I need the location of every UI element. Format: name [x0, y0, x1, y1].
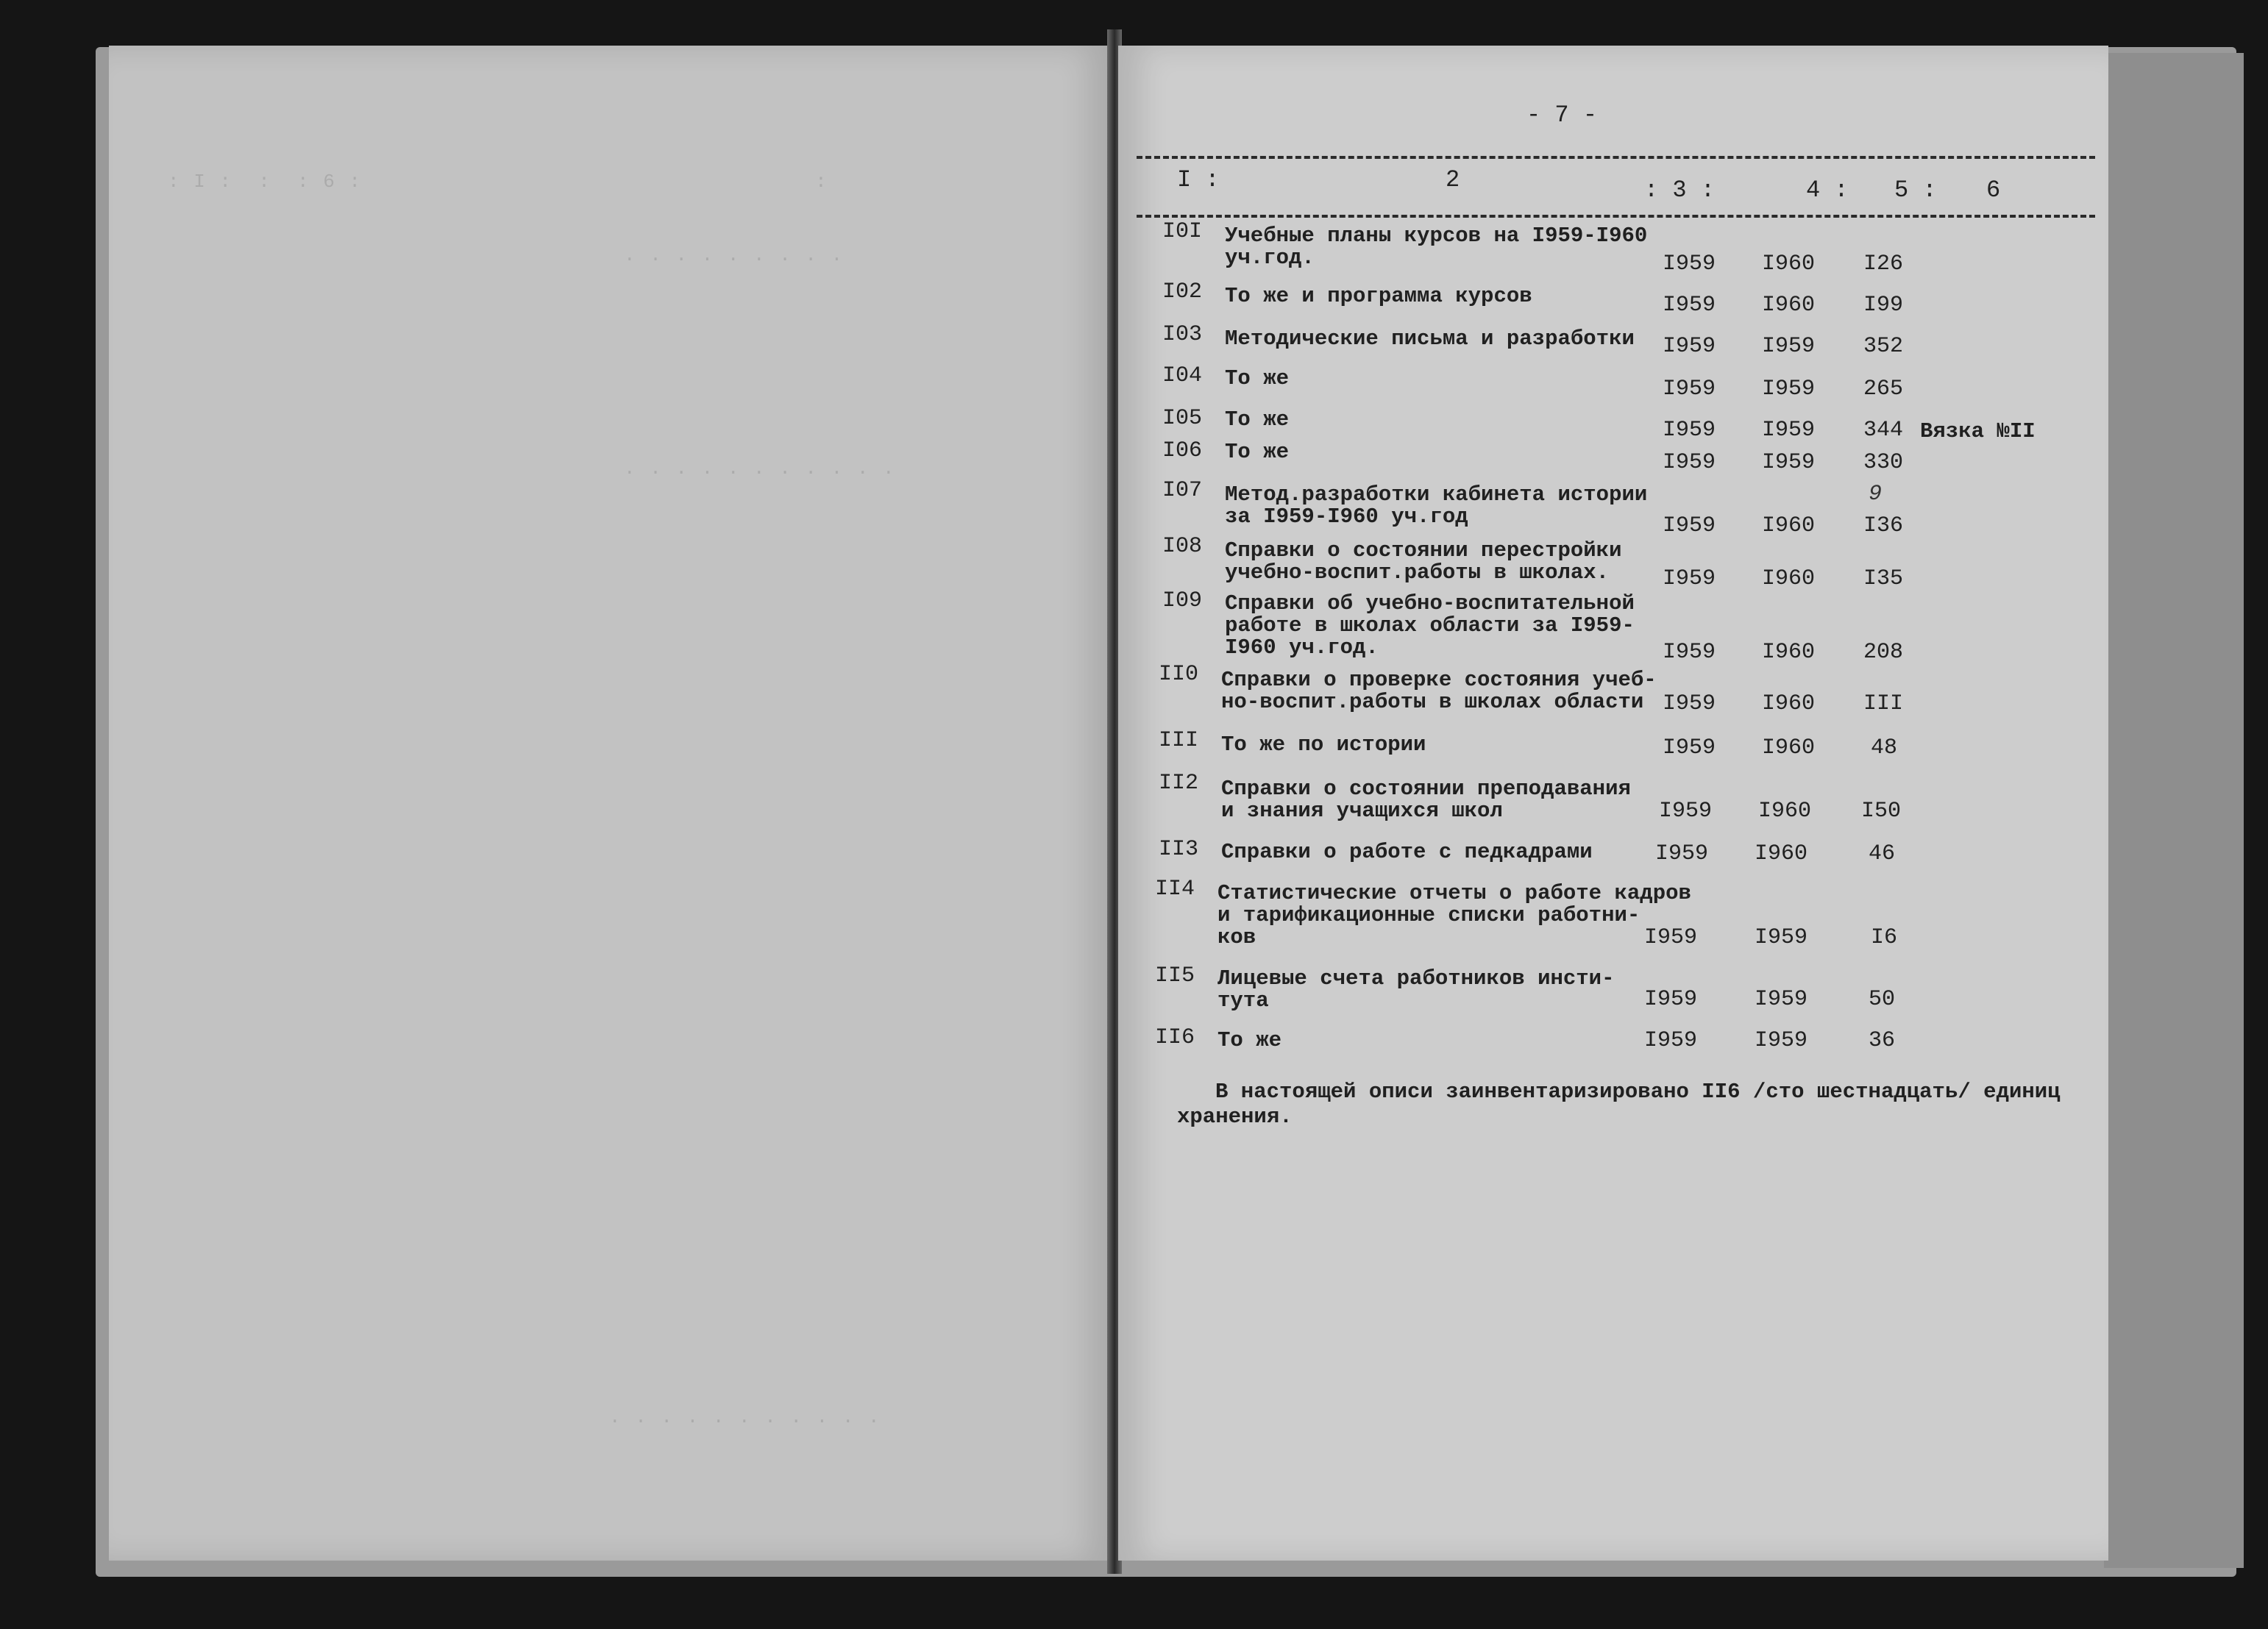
row-pages: 330 — [1863, 450, 1904, 475]
row-year-end: I960 — [1762, 735, 1816, 760]
row-year-start: I959 — [1644, 925, 1698, 950]
row-description: Статистические отчеты о работе кадров и тарификационные списки работни- ков — [1217, 881, 1691, 949]
row-year-end: I959 — [1762, 377, 1816, 402]
row-description: То же по истории — [1221, 732, 1426, 757]
row-year-start: I959 — [1663, 513, 1716, 538]
row-number: I08 — [1162, 534, 1203, 559]
column-header-3: : 3 : — [1644, 177, 1716, 204]
column-header-5: 5 : — [1894, 177, 1937, 204]
row-description: Лицевые счета работников инсти- тута — [1217, 966, 1615, 1013]
row-pages: I6 — [1871, 925, 1898, 950]
row-description: Справки о состоянии перестройки учебно-воспит.работы в школах. — [1225, 538, 1622, 585]
column-header-4: 4 : — [1806, 177, 1849, 204]
row-number: I06 — [1162, 438, 1203, 463]
row-year-start: I959 — [1663, 450, 1716, 475]
row-number: I03 — [1162, 322, 1203, 347]
row-pages: 352 — [1863, 334, 1904, 359]
row-year-end: I959 — [1762, 450, 1816, 475]
row-number: II0 — [1159, 662, 1199, 687]
row-pages: I36 — [1863, 513, 1904, 538]
header-rule-bottom — [1137, 215, 2095, 218]
row-pages: 46 — [1869, 841, 1896, 866]
row-year-end: I959 — [1755, 1028, 1808, 1053]
row-description: То же — [1217, 1028, 1282, 1052]
row-description: Справки о состоянии преподавания и знания учащихся школ — [1221, 777, 1631, 823]
column-header-6: 6 — [1986, 177, 2001, 204]
row-description: То же — [1225, 366, 1290, 391]
footer-summary-line-1: В настоящей описи заинвентаризировано II6 /сто шестнадцать/ единиц — [1215, 1080, 2061, 1104]
row-pages: 36 — [1869, 1028, 1896, 1053]
row-number: III — [1159, 728, 1199, 753]
row-year-start: I959 — [1663, 735, 1716, 760]
row-description: Методические письма и разработки — [1225, 327, 1635, 351]
row-year-start: I959 — [1663, 418, 1716, 443]
row-description: То же — [1225, 440, 1290, 464]
row-number: II4 — [1155, 877, 1195, 902]
row-number: II3 — [1159, 837, 1199, 862]
bleed-through-text: . . . . . . . . . . . — [624, 457, 896, 480]
row-year-start: I959 — [1663, 252, 1716, 277]
row-year-start: I959 — [1659, 799, 1713, 824]
row-pages: 208 — [1863, 640, 1904, 665]
row-year-start: I959 — [1655, 841, 1709, 866]
left-page — [109, 46, 1111, 1561]
row-pages: I99 — [1863, 293, 1904, 318]
row-description: Учебные планы курсов на I959-I960 уч.год. — [1225, 224, 1648, 270]
row-year-end: I959 — [1755, 987, 1808, 1012]
row-description: Справки об учебно-воспитательной работе в школах области за I959- I960 уч.год. — [1225, 591, 1635, 660]
row-pages: I35 — [1863, 566, 1904, 591]
row-description: То же и программа курсов — [1225, 284, 1532, 308]
row-pages: 344 — [1863, 418, 1904, 443]
row-year-end: I960 — [1762, 252, 1816, 277]
handwritten-mark: 9 — [1869, 482, 1883, 507]
row-pages: III — [1863, 691, 1904, 716]
row-year-start: I959 — [1663, 640, 1716, 665]
footer-summary-line-2: хранения. — [1177, 1105, 1293, 1129]
row-number: I02 — [1162, 279, 1203, 304]
row-note: Вязка №II — [1920, 419, 2036, 443]
bleed-through-text: . . . . . . . . . — [624, 244, 845, 266]
column-header-1: I : — [1177, 166, 1220, 193]
row-year-end: I960 — [1762, 691, 1816, 716]
row-year-start: I959 — [1644, 987, 1698, 1012]
row-year-end: I960 — [1755, 841, 1808, 866]
row-number: II6 — [1155, 1025, 1195, 1050]
header-rule-top — [1137, 156, 2095, 159]
row-year-start: I959 — [1663, 691, 1716, 716]
bleed-through-text: . . . . . . . . . . . — [609, 1406, 881, 1428]
row-description: Справки о проверке состояния учеб- но-воспит.работы в школах области — [1221, 668, 1657, 714]
row-pages: I26 — [1863, 252, 1904, 277]
row-year-end: I960 — [1762, 293, 1816, 318]
row-number: II2 — [1159, 771, 1199, 796]
row-number: I07 — [1162, 478, 1203, 503]
row-year-start: I959 — [1663, 293, 1716, 318]
row-description: Метод.разработки кабинета истории за I959-I960 уч.год — [1225, 482, 1648, 529]
row-year-start: I959 — [1644, 1028, 1698, 1053]
row-number: II5 — [1155, 963, 1195, 988]
page-number: - 7 - — [1526, 101, 1598, 129]
row-year-start: I959 — [1663, 334, 1716, 359]
column-header-2: 2 — [1446, 166, 1460, 193]
row-year-start: I959 — [1663, 377, 1716, 402]
row-pages: I50 — [1861, 799, 1902, 824]
row-number: I09 — [1162, 588, 1203, 613]
row-year-start: I959 — [1663, 566, 1716, 591]
row-year-end: I959 — [1762, 418, 1816, 443]
row-pages: 265 — [1863, 377, 1904, 402]
row-pages: 50 — [1869, 987, 1896, 1012]
row-description: То же — [1225, 407, 1290, 432]
row-year-end: I960 — [1762, 640, 1816, 665]
bleed-through-text: : I : : : 6 : : — [168, 171, 828, 193]
row-number: I0I — [1162, 219, 1203, 244]
row-number: I04 — [1162, 363, 1203, 388]
row-year-end: I959 — [1755, 925, 1808, 950]
row-year-end: I960 — [1762, 513, 1816, 538]
row-year-end: I959 — [1762, 334, 1816, 359]
row-description: Справки о работе с педкадрами — [1221, 840, 1593, 864]
row-number: I05 — [1162, 406, 1203, 431]
row-year-end: I960 — [1758, 799, 1812, 824]
row-pages: 48 — [1871, 735, 1898, 760]
row-year-end: I960 — [1762, 566, 1816, 591]
binder-cover-edge — [2104, 53, 2244, 1568]
